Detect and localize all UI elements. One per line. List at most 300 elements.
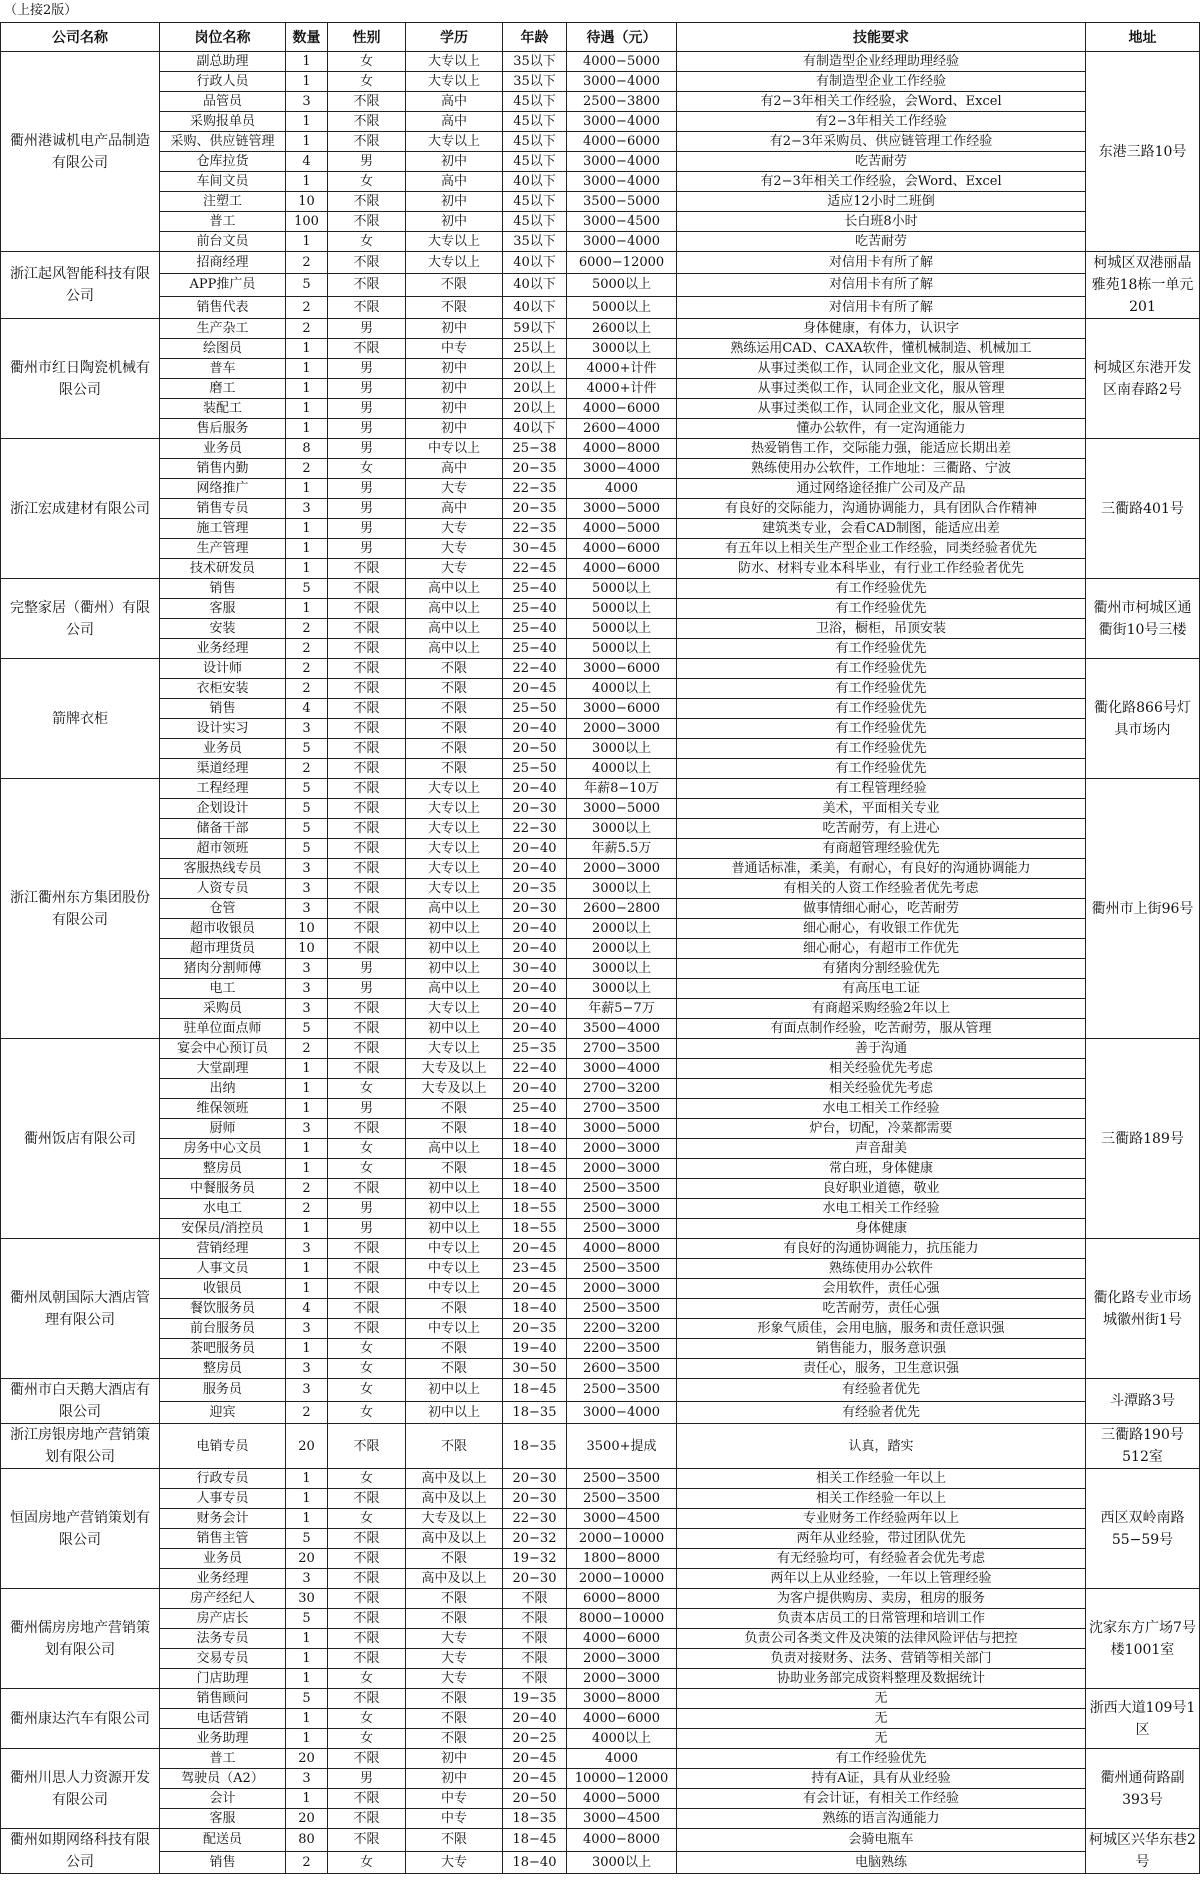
cell-gender: 男 [328, 519, 406, 539]
table-row [1, 699, 1200, 719]
cell-gender: 男 [328, 1769, 406, 1789]
company-name: 衢州如期网络科技有限公司 [1, 1829, 160, 1874]
table-row [1, 1424, 1200, 1469]
cell-age: 25−38 [503, 439, 567, 459]
company-name: 衢州港诚机电产品制造有限公司 [1, 52, 160, 252]
cell-skills: 负责对接财务、法务、营销等相关部门 [677, 1649, 1086, 1669]
cell-skills: 相关经验优先考虑 [677, 1079, 1086, 1099]
table-row [1, 1339, 1200, 1359]
cell-skills: 吃苦耐劳 [677, 152, 1086, 172]
table-row [1, 1279, 1200, 1299]
cell-position: 服务员 [160, 1379, 286, 1402]
cell-quantity: 1 [286, 1059, 328, 1079]
cell-education: 高中以上 [406, 579, 503, 599]
cell-gender: 不限 [328, 132, 406, 152]
cell-position: 销售 [160, 1851, 286, 1874]
cell-position: 前台文员 [160, 232, 286, 252]
table-row [1, 1769, 1200, 1789]
cell-education: 大专 [406, 1851, 503, 1874]
cell-education: 大专以上 [406, 839, 503, 859]
cell-age: 20−35 [503, 879, 567, 899]
cell-age: 20−32 [503, 1529, 567, 1549]
cell-salary: 6000−12000 [567, 252, 677, 274]
cell-age: 20−40 [503, 1709, 567, 1729]
table-row [1, 172, 1200, 192]
cell-position: 茶吧服务员 [160, 1339, 286, 1359]
cell-gender: 不限 [328, 739, 406, 759]
header-salary: 待遇（元） [567, 23, 677, 52]
cell-skills: 责任心，服务，卫生意识强 [677, 1359, 1086, 1379]
cell-skills: 从事过类似工作，认同企业文化，服从管理 [677, 359, 1086, 379]
cell-age: 20−30 [503, 1569, 567, 1589]
cell-position: 网络推广 [160, 479, 286, 499]
cell-salary: 3500−4000 [567, 1019, 677, 1039]
cell-quantity: 20 [286, 1809, 328, 1829]
cell-quantity: 3 [286, 1319, 328, 1339]
cell-quantity: 20 [286, 1549, 328, 1569]
cell-gender: 女 [328, 72, 406, 92]
cell-quantity: 1 [286, 1669, 328, 1689]
cell-education: 不限 [406, 759, 503, 779]
cell-gender: 不限 [328, 1529, 406, 1549]
cell-gender: 女 [328, 1339, 406, 1359]
cell-education: 初中 [406, 359, 503, 379]
table-row [1, 379, 1200, 399]
cell-gender: 女 [328, 1469, 406, 1489]
cell-position: 磨工 [160, 379, 286, 399]
cell-salary: 5000以上 [567, 274, 677, 296]
table-row [1, 1079, 1200, 1099]
cell-gender: 女 [328, 1729, 406, 1749]
table-row [1, 979, 1200, 999]
cell-education: 大专以上 [406, 1039, 503, 1059]
cell-gender: 不限 [328, 679, 406, 699]
cell-age: 35以下 [503, 232, 567, 252]
table-row [1, 559, 1200, 579]
cell-position: 客服热线专员 [160, 859, 286, 879]
table-row [1, 479, 1200, 499]
table-row [1, 819, 1200, 839]
cell-education: 中专 [406, 339, 503, 359]
table-row [1, 719, 1200, 739]
cell-position: 交易专员 [160, 1649, 286, 1669]
cell-gender: 不限 [328, 274, 406, 296]
cell-position: 销售 [160, 699, 286, 719]
cell-education: 中专 [406, 1809, 503, 1829]
cell-education: 高中及以上 [406, 1469, 503, 1489]
cell-education: 高中 [406, 92, 503, 112]
cell-skills: 适应12小时二班倒 [677, 192, 1086, 212]
cell-quantity: 3 [286, 719, 328, 739]
cell-skills: 吃苦耐劳 [677, 232, 1086, 252]
cell-age: 45以下 [503, 192, 567, 212]
cell-education: 不限 [406, 1729, 503, 1749]
table-row [1, 759, 1200, 779]
cell-education: 不限 [406, 1549, 503, 1569]
cell-education: 大专 [406, 559, 503, 579]
cell-age: 20−40 [503, 779, 567, 799]
cell-gender: 不限 [328, 1589, 406, 1609]
cell-salary: 6000−8000 [567, 1589, 677, 1609]
cell-gender: 不限 [328, 779, 406, 799]
table-row [1, 619, 1200, 639]
cell-salary: 3000以上 [567, 339, 677, 359]
table-row [1, 639, 1200, 659]
header-education: 学历 [406, 23, 503, 52]
cell-salary: 3000−6000 [567, 699, 677, 719]
cell-age: 25−40 [503, 619, 567, 639]
cell-age: 18−45 [503, 1829, 567, 1852]
cell-position: 设计实习 [160, 719, 286, 739]
cell-skills: 熟练使用办公软件 [677, 1259, 1086, 1279]
cell-gender: 不限 [328, 1649, 406, 1669]
cell-skills: 有良好的交际能力，沟通协调能力，具有团队合作精神 [677, 499, 1086, 519]
cell-position: 招商经理 [160, 252, 286, 274]
cell-skills: 水电工相关工作经验 [677, 1199, 1086, 1219]
cell-quantity: 3 [286, 499, 328, 519]
cell-salary: 4000−5000 [567, 519, 677, 539]
company-address: 衢州通荷路副393号 [1086, 1749, 1200, 1829]
cell-quantity: 3 [286, 959, 328, 979]
table-row [1, 879, 1200, 899]
cell-position: 销售主管 [160, 1529, 286, 1549]
cell-age: 35以下 [503, 72, 567, 92]
cell-education: 中专以上 [406, 1259, 503, 1279]
cell-salary: 3000−5000 [567, 499, 677, 519]
cell-skills: 对信用卡有所了解 [677, 274, 1086, 296]
cell-education: 不限 [406, 1099, 503, 1119]
cell-age: 25以上 [503, 339, 567, 359]
cell-quantity: 4 [286, 1299, 328, 1319]
cell-salary: 年薪5.5万 [567, 839, 677, 859]
cell-quantity: 1 [286, 1079, 328, 1099]
cell-position: 超市收银员 [160, 919, 286, 939]
cell-salary: 2000−10000 [567, 1569, 677, 1589]
cell-skills: 有良好的沟通协调能力，抗压能力 [677, 1239, 1086, 1259]
cell-quantity: 1 [286, 479, 328, 499]
company-address: 三衢路190号512室 [1086, 1424, 1200, 1469]
cell-age: 18−40 [503, 1299, 567, 1319]
cell-age: 18−55 [503, 1219, 567, 1239]
cell-gender: 男 [328, 1099, 406, 1119]
cell-salary: 3000−4500 [567, 212, 677, 232]
cell-age: 23−45 [503, 1259, 567, 1279]
cell-position: 电工 [160, 979, 286, 999]
cell-skills: 有工作经验优先 [677, 699, 1086, 719]
cell-age: 20以上 [503, 359, 567, 379]
cell-education: 中专以上 [406, 1319, 503, 1339]
company-address: 西区双岭南路55−59号 [1086, 1469, 1200, 1589]
cell-education: 高中及以上 [406, 1489, 503, 1509]
continuation-note: （上接2版） [4, 3, 78, 18]
cell-skills: 负责公司各类文件及决策的法律风险评估与把控 [677, 1629, 1086, 1649]
cell-gender: 不限 [328, 1749, 406, 1769]
cell-skills: 有会计证，有相关工作经验 [677, 1789, 1086, 1809]
cell-salary: 4000以上 [567, 1729, 677, 1749]
cell-education: 高中以上 [406, 979, 503, 999]
table-row [1, 839, 1200, 859]
cell-position: 销售顾问 [160, 1689, 286, 1709]
cell-age: 18−45 [503, 1159, 567, 1179]
cell-gender: 不限 [328, 859, 406, 879]
cell-quantity: 1 [286, 1159, 328, 1179]
table-row [1, 859, 1200, 879]
cell-age: 20−30 [503, 799, 567, 819]
cell-skills: 普通话标准，柔美，有耐心，有良好的沟通协调能力 [677, 859, 1086, 879]
cell-quantity: 1 [286, 1469, 328, 1489]
cell-salary: 5000以上 [567, 619, 677, 639]
cell-quantity: 2 [286, 1039, 328, 1059]
table-row [1, 1199, 1200, 1219]
company-name: 恒固房地产营销策划有限公司 [1, 1469, 160, 1589]
cell-skills: 建筑类专业，会看CAD制图，能适应出差 [677, 519, 1086, 539]
cell-age: 22−30 [503, 1509, 567, 1529]
cell-education: 高中以上 [406, 599, 503, 619]
cell-quantity: 3 [286, 1239, 328, 1259]
cell-gender: 男 [328, 959, 406, 979]
cell-salary: 2500−3500 [567, 1179, 677, 1199]
cell-skills: 两年以上从业经验，一年以上管理经验 [677, 1569, 1086, 1589]
cell-education: 大专以上 [406, 72, 503, 92]
table-row [1, 1299, 1200, 1319]
cell-education: 高中 [406, 499, 503, 519]
cell-skills: 有2−3年相关工作经验，会Word、Excel [677, 92, 1086, 112]
cell-education: 初中以上 [406, 919, 503, 939]
cell-position: 超市理货员 [160, 939, 286, 959]
cell-gender: 不限 [328, 212, 406, 232]
cell-age: 20−40 [503, 1079, 567, 1099]
cell-education: 高中 [406, 172, 503, 192]
cell-salary: 2500−3500 [567, 1299, 677, 1319]
table-row [1, 1059, 1200, 1079]
cell-position: 业务员 [160, 1549, 286, 1569]
cell-salary: 2500−3500 [567, 1469, 677, 1489]
cell-gender: 不限 [328, 1059, 406, 1079]
cell-gender: 男 [328, 499, 406, 519]
table-row [1, 679, 1200, 699]
table-row [1, 232, 1200, 252]
cell-position: 行政人员 [160, 72, 286, 92]
cell-age: 22−40 [503, 1059, 567, 1079]
header-quantity: 数量 [286, 23, 328, 52]
cell-age: 20−30 [503, 1469, 567, 1489]
cell-education: 大专以上 [406, 819, 503, 839]
company-name: 箭牌衣柜 [1, 659, 160, 779]
cell-skills: 长白班8小时 [677, 212, 1086, 232]
cell-salary: 3000−4000 [567, 1059, 677, 1079]
cell-position: 整房员 [160, 1159, 286, 1179]
table-row [1, 1179, 1200, 1199]
cell-gender: 不限 [328, 639, 406, 659]
cell-salary: 3000−4500 [567, 1509, 677, 1529]
cell-education: 中专以上 [406, 1279, 503, 1299]
cell-education: 不限 [406, 679, 503, 699]
cell-salary: 2500−3500 [567, 1379, 677, 1402]
cell-skills: 有相关的人资工作经验者优先考虑 [677, 879, 1086, 899]
cell-quantity: 1 [286, 1489, 328, 1509]
cell-education: 大专 [406, 519, 503, 539]
cell-age: 19−40 [503, 1339, 567, 1359]
cell-skills: 销售能力，服务意识强 [677, 1339, 1086, 1359]
cell-age: 40以下 [503, 252, 567, 274]
table-row [1, 1139, 1200, 1159]
cell-position: 安装 [160, 619, 286, 639]
cell-position: 电销专员 [160, 1424, 286, 1469]
cell-position: 前台服务员 [160, 1319, 286, 1339]
cell-quantity: 2 [286, 459, 328, 479]
cell-quantity: 1 [286, 399, 328, 419]
cell-skills: 有高压电工证 [677, 979, 1086, 999]
cell-gender: 不限 [328, 939, 406, 959]
cell-gender: 女 [328, 1709, 406, 1729]
cell-gender: 女 [328, 1159, 406, 1179]
cell-quantity: 1 [286, 172, 328, 192]
cell-salary: 2500−3800 [567, 92, 677, 112]
cell-skills: 有工作经验优先 [677, 579, 1086, 599]
cell-quantity: 1 [286, 1629, 328, 1649]
cell-gender: 女 [328, 1509, 406, 1529]
company-name: 浙江起风智能科技有限公司 [1, 252, 160, 319]
cell-gender: 男 [328, 419, 406, 439]
cell-quantity: 2 [286, 619, 328, 639]
table-row [1, 799, 1200, 819]
cell-salary: 2600−2800 [567, 899, 677, 919]
cell-skills: 善于沟通 [677, 1039, 1086, 1059]
cell-position: 厨师 [160, 1119, 286, 1139]
cell-skills: 两年从业经验，带过团队优先 [677, 1529, 1086, 1549]
cell-salary: 2000−3000 [567, 859, 677, 879]
cell-gender: 男 [328, 1219, 406, 1239]
cell-gender: 男 [328, 359, 406, 379]
company-address: 衢州市上街96号 [1086, 779, 1200, 1039]
cell-skills: 水电工相关工作经验 [677, 1099, 1086, 1119]
cell-position: 售后服务 [160, 419, 286, 439]
cell-quantity: 10 [286, 939, 328, 959]
cell-quantity: 1 [286, 1339, 328, 1359]
cell-salary: 3000−4500 [567, 1809, 677, 1829]
cell-quantity: 5 [286, 1529, 328, 1549]
table-row [1, 212, 1200, 232]
table-row [1, 112, 1200, 132]
cell-skills: 有工作经验优先 [677, 599, 1086, 619]
cell-education: 初中以上 [406, 1219, 503, 1239]
company-name: 完整家居（衢州）有限公司 [1, 579, 160, 659]
cell-salary: 3500+提成 [567, 1424, 677, 1469]
table-row [1, 339, 1200, 359]
cell-position: 业务员 [160, 439, 286, 459]
cell-gender: 不限 [328, 919, 406, 939]
table-row [1, 1359, 1200, 1379]
cell-age: 20−30 [503, 1489, 567, 1509]
table-row [1, 1489, 1200, 1509]
cell-age: 18−40 [503, 1179, 567, 1199]
table-row [1, 1019, 1200, 1039]
cell-gender: 男 [328, 399, 406, 419]
cell-education: 初中 [406, 212, 503, 232]
cell-position: 整房员 [160, 1359, 286, 1379]
cell-gender: 女 [328, 1401, 406, 1424]
cell-quantity: 4 [286, 699, 328, 719]
cell-gender: 不限 [328, 1319, 406, 1339]
cell-age: 不限 [503, 1609, 567, 1629]
cell-position: 驾驶员（A2） [160, 1769, 286, 1789]
cell-salary: 4000−5000 [567, 1789, 677, 1809]
table-row [1, 1219, 1200, 1239]
cell-education: 初中 [406, 152, 503, 172]
cell-age: 45以下 [503, 212, 567, 232]
table-row [1, 1689, 1200, 1709]
cell-skills: 有工作经验优先 [677, 719, 1086, 739]
cell-gender: 不限 [328, 1489, 406, 1509]
cell-education: 高中及以上 [406, 1529, 503, 1549]
cell-quantity: 1 [286, 599, 328, 619]
cell-age: 40以下 [503, 172, 567, 192]
cell-skills: 吃苦耐劳，责任心强 [677, 1299, 1086, 1319]
header-company: 公司名称 [1, 23, 160, 52]
cell-education: 不限 [406, 1709, 503, 1729]
company-address: 浙西大道109号1区 [1086, 1689, 1200, 1749]
cell-position: 仓管 [160, 899, 286, 919]
table-row [1, 296, 1200, 318]
company-address: 柯城区双港丽晶雅苑18栋一单元201 [1086, 252, 1200, 319]
cell-skills: 良好职业道德，敬业 [677, 1179, 1086, 1199]
cell-education: 中专以上 [406, 439, 503, 459]
cell-position: 安保员/消控员 [160, 1219, 286, 1239]
cell-salary: 2000以上 [567, 939, 677, 959]
cell-skills: 形象气质佳，会用电脑，服务和责任意识强 [677, 1319, 1086, 1339]
table-row [1, 1709, 1200, 1729]
cell-gender: 不限 [328, 619, 406, 639]
cell-age: 20−35 [503, 459, 567, 479]
cell-age: 59以下 [503, 319, 567, 339]
cell-skills: 有工作经验优先 [677, 759, 1086, 779]
cell-salary: 3000−6000 [567, 659, 677, 679]
cell-skills: 从事过类似工作，认同企业文化，服从管理 [677, 399, 1086, 419]
company-address: 三衢路401号 [1086, 439, 1200, 579]
table-row [1, 252, 1200, 274]
company-name: 衢州饭店有限公司 [1, 1039, 160, 1239]
cell-quantity: 20 [286, 1424, 328, 1469]
cell-skills: 从事过类似工作，认同企业文化，服从管理 [677, 379, 1086, 399]
cell-education: 大专以上 [406, 799, 503, 819]
cell-salary: 2000−3000 [567, 1139, 677, 1159]
cell-quantity: 4 [286, 152, 328, 172]
cell-gender: 女 [328, 52, 406, 72]
cell-position: 迎宾 [160, 1401, 286, 1424]
cell-education: 大专 [406, 1669, 503, 1689]
cell-education: 初中 [406, 399, 503, 419]
header-row [1, 23, 1200, 52]
cell-skills: 热爱销售工作，交际能力强，能适应长期出差 [677, 439, 1086, 459]
cell-skills: 有面点制作经验，吃苦耐劳，服从管理 [677, 1019, 1086, 1039]
header-gender: 性别 [328, 23, 406, 52]
cell-age: 20−40 [503, 839, 567, 859]
table-row [1, 659, 1200, 679]
table-row [1, 1469, 1200, 1489]
cell-quantity: 1 [286, 359, 328, 379]
cell-education: 大专及以上 [406, 1059, 503, 1079]
cell-position: 工程经理 [160, 779, 286, 799]
company-name: 衢州凤朝国际大酒店管理有限公司 [1, 1239, 160, 1379]
cell-gender: 不限 [328, 1609, 406, 1629]
cell-position: 绘图员 [160, 339, 286, 359]
cell-quantity: 5 [286, 1609, 328, 1629]
cell-quantity: 1 [286, 1709, 328, 1729]
table-row [1, 359, 1200, 379]
cell-age: 不限 [503, 1629, 567, 1649]
cell-quantity: 5 [286, 739, 328, 759]
table-row [1, 399, 1200, 419]
